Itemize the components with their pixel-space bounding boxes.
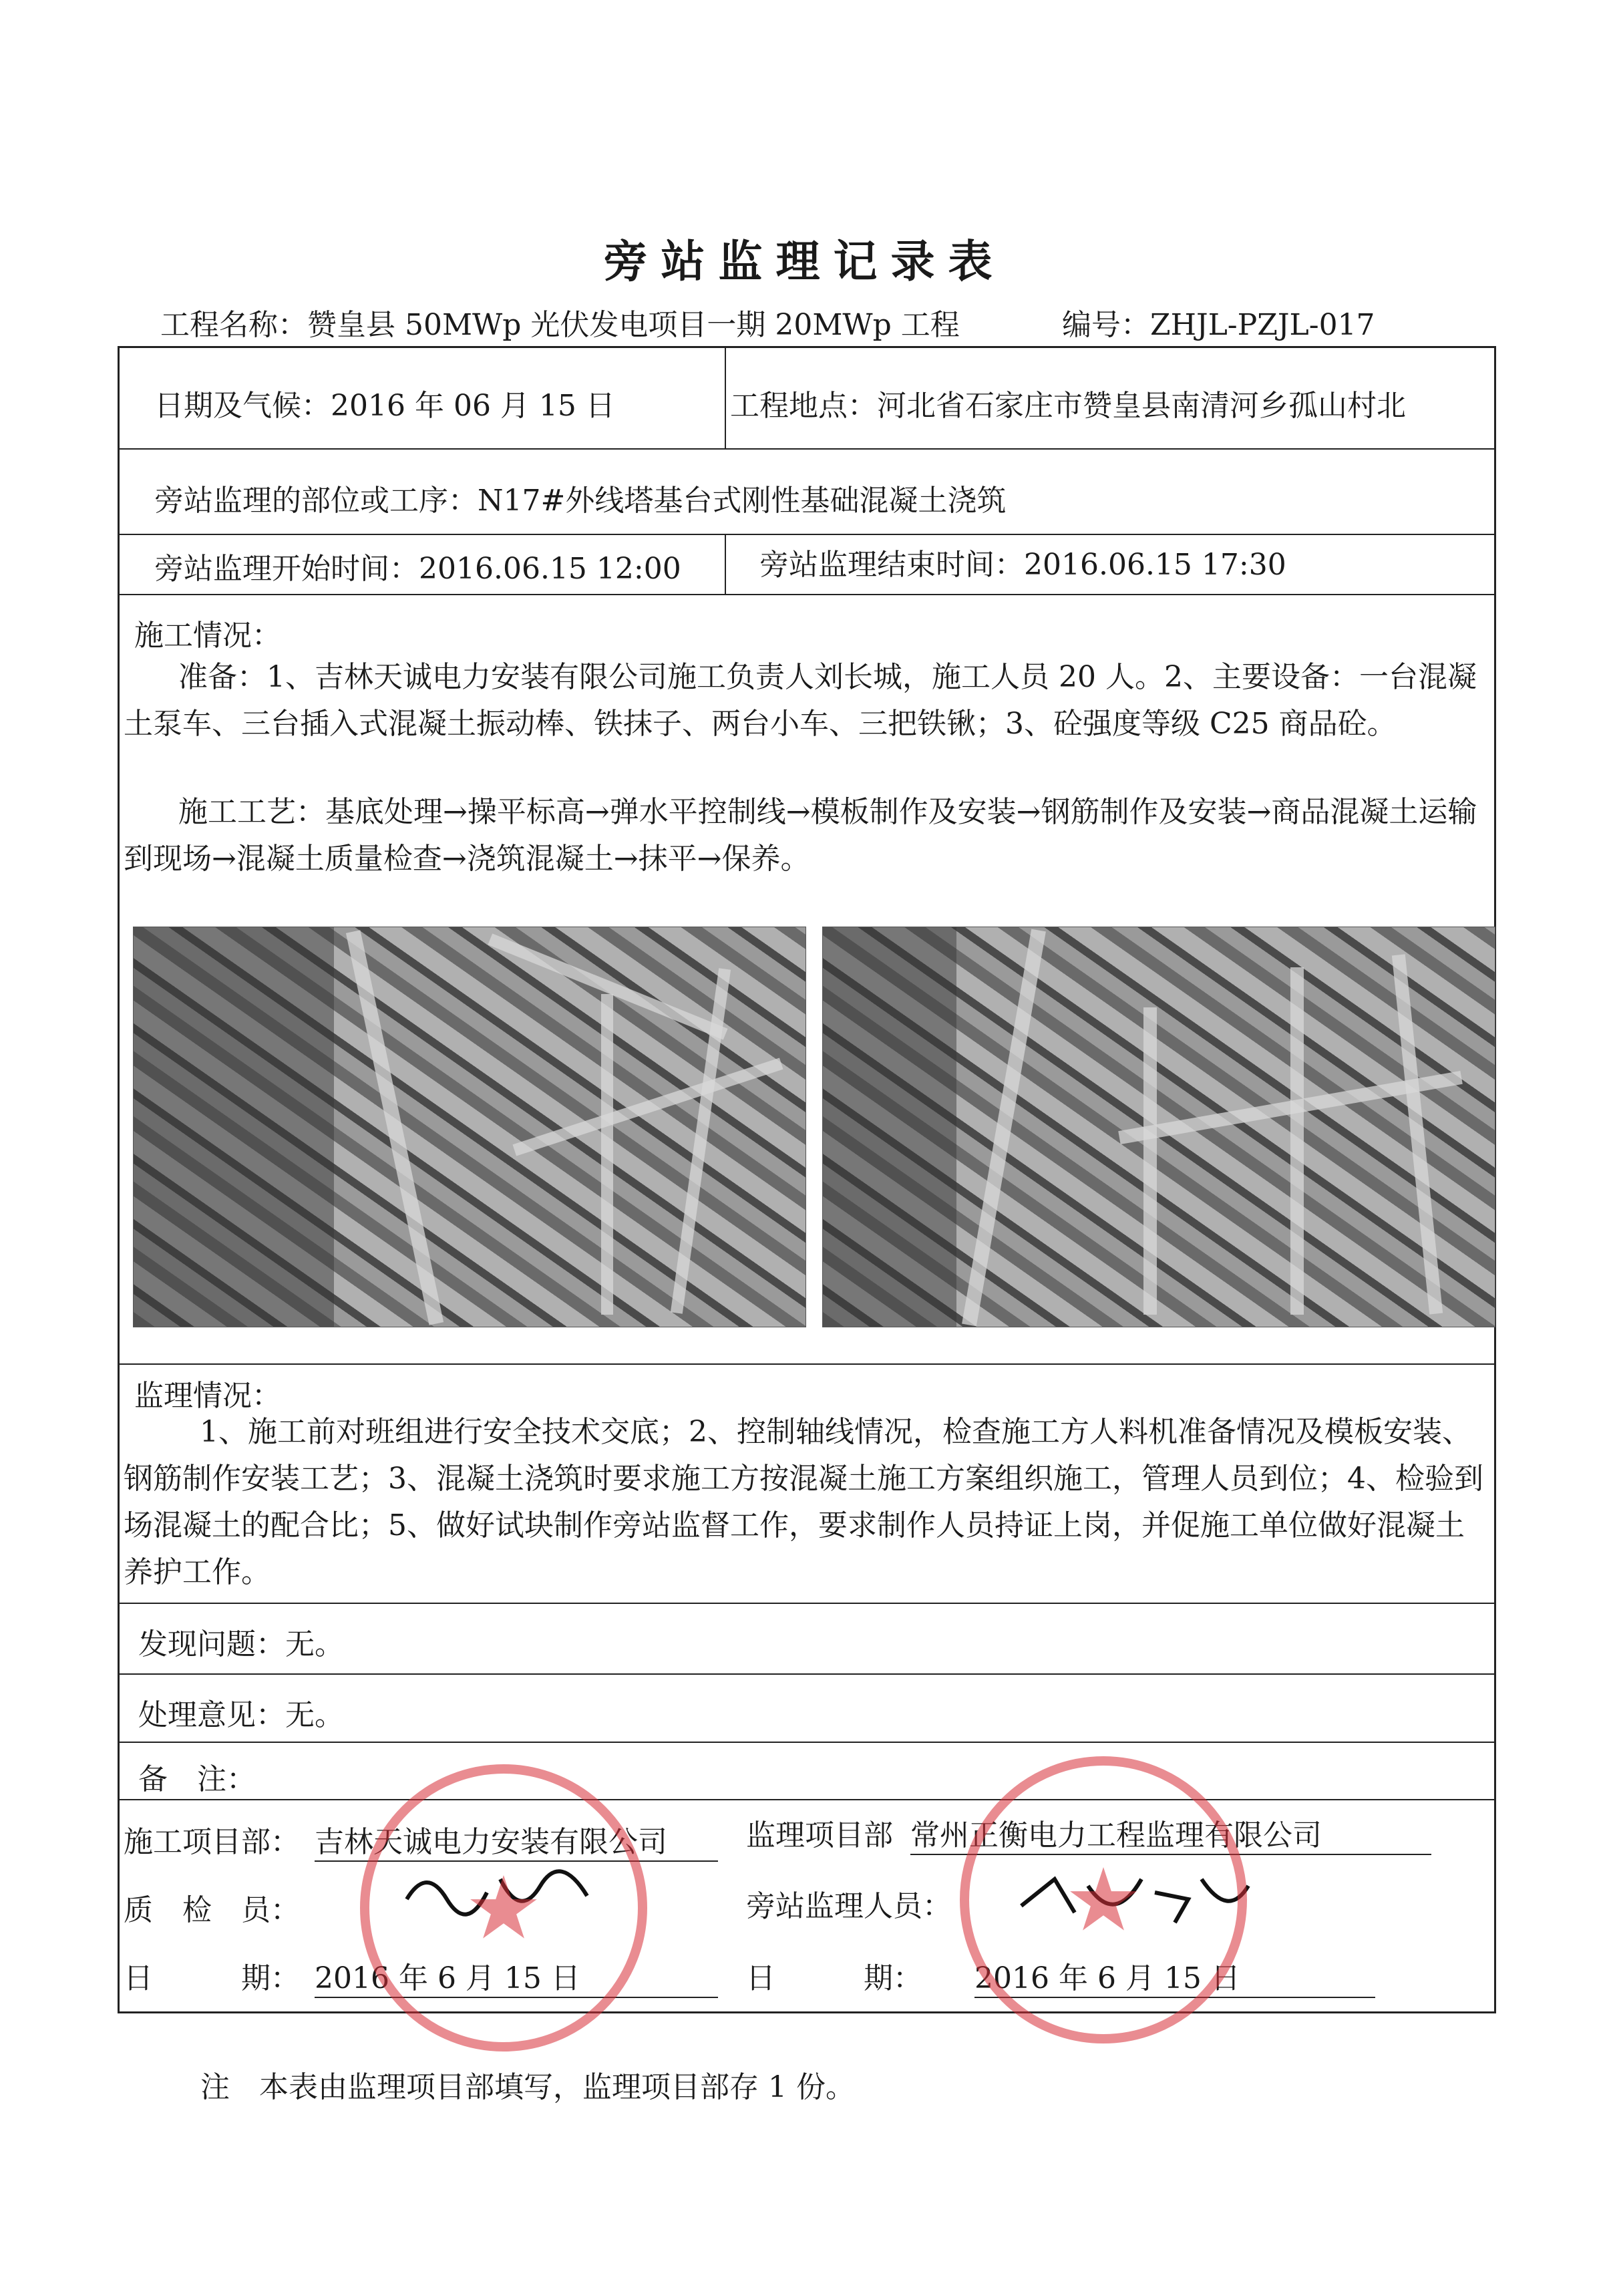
- row-divider: [120, 1673, 1494, 1675]
- date-weather: 日期及气候：2016 年 06 月 15 日: [154, 389, 615, 423]
- supervision-heading: 监理情况：: [134, 1379, 281, 1413]
- project-name: 工程名称：赞皇县 50MWp 光伏发电项目一期 20MWp 工程: [160, 308, 960, 342]
- construction-process: 施工工艺：基底处理→操平标高→弹水平控制线→模板制作及安装→钢筋制作及安装→商品混凝土运输到现场→混凝土质量检查→浇筑混凝土→抹平→保养。: [124, 795, 1477, 876]
- project-location: 工程地点：河北省石家庄市赞皇县南清河乡孤山村北: [730, 389, 1406, 423]
- right-date-value: 2016 年 6 月 15 日: [974, 1954, 1375, 1998]
- left-date-label: 日 期：: [124, 1961, 300, 1995]
- right-date-label: 日 期：: [746, 1961, 922, 1995]
- supervision-company-stamp: [960, 1756, 1247, 2043]
- start-time: 旁站监理开始时间：2016.06.15 12:00: [154, 552, 681, 586]
- construction-photo-2: [822, 927, 1495, 1327]
- construction-photo-1: [133, 927, 806, 1327]
- construction-dept-label: 施工项目部：: [124, 1825, 300, 1859]
- document-title: 旁站监理记录表: [603, 235, 1006, 287]
- construction-company-stamp: [360, 1764, 647, 2052]
- row-divider: [120, 1363, 1494, 1365]
- construction-prep: 准备：1、吉林天诚电力安装有限公司施工负责人刘长城，施工人员 20 人。2、主要设备：一台混凝土泵车、三台插入式混凝土振动棒、铁抹子、两台小车、三把铁锹；3、砼强度等级 C25 商品砼。: [124, 660, 1477, 741]
- end-time: 旁站监理结束时间：2016.06.15 17:30: [759, 548, 1286, 582]
- row-divider: [120, 448, 1494, 450]
- issues-found: 发现问题：无。: [138, 1627, 344, 1661]
- row-divider: [120, 1742, 1494, 1743]
- supervision-dept-label: 监理项目部: [746, 1818, 893, 1852]
- row-divider: [120, 1603, 1494, 1604]
- row-divider: [120, 594, 1494, 595]
- supervisor-label: 旁站监理人员：: [746, 1889, 952, 1923]
- handling-opinion: 处理意见：无。: [138, 1698, 344, 1732]
- supervision-part: 旁站监理的部位或工序：N17#外线塔基台式刚性基础混凝土浇筑: [154, 484, 1007, 518]
- row-divider: [120, 1799, 1494, 1800]
- document-code: 编号：ZHJL-PZJL-017: [1062, 308, 1375, 342]
- column-divider: [725, 534, 726, 594]
- construction-dept-value: 吉林天诚电力安装有限公司: [315, 1818, 718, 1862]
- footnote: 注 本表由监理项目部填写，监理项目部存 1 份。: [200, 2070, 855, 2104]
- star-icon: ★: [464, 1857, 543, 1959]
- star-icon: ★: [1064, 1849, 1143, 1951]
- row-divider: [120, 534, 1494, 535]
- record-form: [118, 346, 1496, 2013]
- left-date-value: 2016 年 6 月 15 日: [315, 1954, 718, 1998]
- supervision-dept-value: 常州正衡电力工程监理有限公司: [910, 1811, 1431, 1855]
- column-divider: [725, 348, 726, 448]
- remarks: 备 注：: [138, 1762, 256, 1796]
- supervision-text: 1、施工前对班组进行安全技术交底；2、控制轴线情况，检查施工方人料机准备情况及模板安装、钢筋制作安装工艺；3、混凝土浇筑时要求施工方按混凝土施工方案组织施工，管理人员到位；4、检验到场混凝土的配合比；5、做好试块制作旁站监督工作，要求制作人员持证上岗，并促施工单位做好混凝土养护工作。: [124, 1415, 1483, 1589]
- construction-heading: 施工情况：: [134, 619, 281, 653]
- qc-inspector-label: 质 检 员：: [124, 1893, 300, 1927]
